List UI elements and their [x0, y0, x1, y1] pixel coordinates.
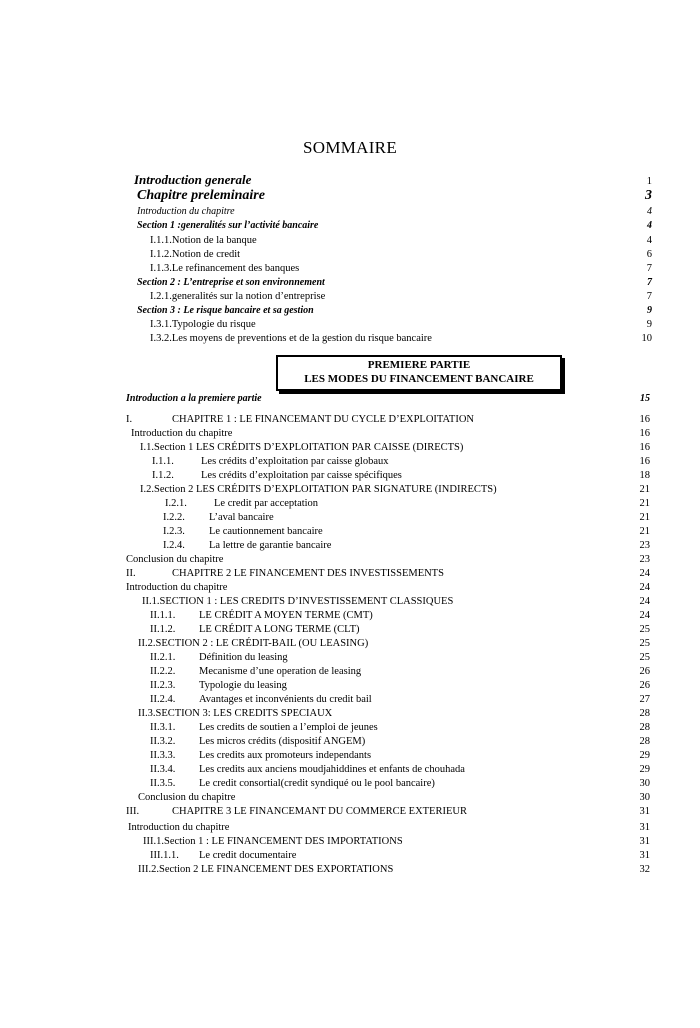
toc-entry-page: 9 [647, 305, 652, 316]
toc-entry-page: 4 [647, 220, 652, 231]
toc-entry-page: 7 [646, 291, 652, 302]
toc-entry-ii-1-2[interactable] [150, 624, 650, 637]
toc-entry-chapitre-2[interactable] [126, 568, 650, 581]
toc-entry-number: II.3.3. [150, 750, 176, 761]
toc-entry-label: I.1.2.Notion de credit [150, 249, 241, 260]
toc-entry-number: I.2.4. [163, 540, 185, 551]
toc-entry-label: Introduction a la premiere partie [126, 393, 262, 404]
toc-entry-page: 24 [639, 582, 650, 593]
toc-entry-page: 9 [646, 319, 652, 330]
toc-entry-label: Les credits de soutien a l’emploi de jeunes [199, 722, 378, 733]
toc-entry-page: 16 [639, 456, 650, 467]
toc-entry-label: II.2.SECTION 2 : LE CRÉDIT-BAIL (OU LEASING) [138, 638, 369, 649]
toc-entry-number: II.2.3. [150, 680, 176, 691]
toc-entry-label: Section 3 : Le risque bancaire et sa gestion [137, 305, 314, 316]
toc-entry-label: Introduction du chapitre [126, 582, 228, 593]
toc-entry-section-2[interactable] [137, 277, 652, 290]
toc-entry-label: L’aval bancaire [209, 512, 274, 523]
toc-entry-number: II.2.2. [150, 666, 176, 677]
toc-entry-label: LE CRÉDIT A MOYEN TERME (CMT) [199, 610, 373, 621]
toc-entry-page: 26 [639, 680, 650, 691]
toc-entry-number: II.3.2. [150, 736, 176, 747]
toc-entry-page: 24 [639, 596, 650, 607]
toc-entry-number: I.2.2. [163, 512, 185, 523]
toc-entry-page: 21 [639, 512, 650, 523]
toc-entry-page: 28 [639, 722, 650, 733]
toc-entry-page: 7 [647, 277, 652, 288]
toc-entry-number: III.1.1. [150, 850, 179, 861]
toc-entry-page: 31 [639, 822, 650, 833]
toc-entry-ii-2-section-2[interactable] [138, 638, 650, 651]
toc-entry-page: 21 [639, 498, 650, 509]
toc-entry-label: Le credit par acceptation [214, 498, 319, 509]
toc-entry-conclusion-1[interactable] [126, 554, 650, 567]
toc-entry-chapitre-3[interactable] [126, 806, 650, 819]
toc-entry-page: 30 [639, 778, 650, 789]
toc-entry-i-2-1[interactable] [150, 291, 652, 304]
toc-entry-page: 32 [639, 864, 650, 875]
toc-entry-label: I.1.3.Le refinancement des banques [150, 263, 300, 274]
toc-entry-label: CHAPITRE 3 LE FINANCEMANT DU COMMERCE EXTERIEUR [172, 806, 467, 817]
toc-entry-i-1-1[interactable] [150, 235, 652, 248]
toc-entry-number: I.1.1. [152, 456, 174, 467]
toc-entry-i-2-2[interactable] [163, 512, 650, 525]
toc-entry-ii-3-section-3[interactable] [138, 708, 650, 721]
toc-entry-i-2-section-2[interactable] [140, 484, 650, 497]
toc-entry-ii-3-5[interactable] [150, 778, 650, 791]
toc-entry-ii-1-1[interactable] [150, 610, 650, 623]
toc-entry-label: I.2.Section 2 LES CRÉDITS D’EXPLOITATION PAR SIGNATURE (INDIRECTS) [140, 484, 497, 495]
toc-entry-page: 24 [639, 568, 650, 579]
toc-entry-label: II.3.SECTION 3: LES CREDITS SPECIAUX [138, 708, 333, 719]
toc-entry-ii-3-4[interactable] [150, 764, 650, 777]
toc-entry-section-3[interactable] [137, 305, 652, 318]
toc-entry-page: 29 [639, 764, 650, 775]
toc-entry-page: 25 [639, 624, 650, 635]
toc-entry-intro-premiere-partie[interactable] [126, 393, 650, 406]
toc-entry-label: LE CRÉDIT A LONG TERME (CLT) [199, 624, 360, 635]
toc-entry-page: 6 [646, 249, 652, 260]
toc-entry-page: 31 [639, 836, 650, 847]
toc-entry-number: I.2.3. [163, 526, 185, 537]
toc-entry-label: Mecanisme d’une operation de leasing [199, 666, 362, 677]
toc-entry-page: 29 [639, 750, 650, 761]
toc-entry-number: II.2.4. [150, 694, 176, 705]
toc-entry-number: II.1.1. [150, 610, 176, 621]
toc-entry-intro-chapitre-1[interactable] [131, 428, 650, 441]
toc-entry-page: 24 [639, 610, 650, 621]
toc-entry-label: I.3.2.Les moyens de preventions et de la gestion du risque bancaire [150, 333, 432, 344]
toc-entry-label: Les crédits d’exploitation par caisse globaux [201, 456, 389, 467]
toc-entry-page: 28 [639, 708, 650, 719]
toc-entry-page: 16 [639, 442, 650, 453]
toc-entry-page: 21 [639, 484, 650, 495]
toc-entry-label: La lettre de garantie bancaire [209, 540, 332, 551]
part-title-box [276, 355, 562, 391]
toc-entry-number: I.2.1. [165, 498, 187, 509]
toc-entry-chapitre-preleminaire[interactable] [137, 188, 652, 205]
toc-entry-page: 16 [639, 414, 650, 425]
toc-entry-i-2-4[interactable] [163, 540, 650, 553]
toc-entry-label: Conclusion du chapitre [126, 554, 224, 565]
toc-entry-intro-chapitre-3[interactable] [128, 822, 650, 835]
toc-entry-label: CHAPITRE 2 LE FINANCEMENT DES INVESTISSEMENTS [172, 568, 444, 579]
toc-entry-label: Le cautionnement bancaire [209, 526, 323, 537]
toc-entry-number: II.2.1. [150, 652, 176, 663]
toc-entry-page: 30 [639, 792, 650, 803]
toc-entry-ii-2-2[interactable] [150, 666, 650, 679]
toc-entry-label: II.1.SECTION 1 : LES CREDITS D’INVESTISSEMENT CLASSIQUES [142, 596, 454, 607]
toc-entry-label: Introduction du chapitre [128, 822, 230, 833]
toc-entry-ii-1-section-1[interactable] [142, 596, 650, 609]
toc-entry-i-1-section-1[interactable] [140, 442, 650, 455]
toc-entry-i-2-3[interactable] [163, 526, 650, 539]
toc-entry-label: III.2.Section 2 LE FINANCEMENT DES EXPORTATIONS [138, 864, 394, 875]
toc-entry-page: 1 [646, 176, 652, 187]
toc-entry-iii-1-section-1[interactable] [143, 836, 650, 849]
toc-entry-i-3-1[interactable] [150, 319, 652, 332]
toc-entry-i-1-2[interactable] [150, 249, 652, 262]
toc-entry-label: Introduction generale [134, 172, 252, 187]
toc-entry-page: 15 [640, 393, 650, 404]
toc-entry-iii-2-section-2[interactable] [138, 864, 650, 877]
toc-entry-ii-2-4[interactable] [150, 694, 650, 707]
toc-entry-page: 3 [645, 188, 652, 203]
toc-entry-number: III. [126, 806, 140, 817]
toc-entry-number: I. [126, 414, 133, 425]
part-title-line1: PREMIERE PARTIE [367, 359, 471, 371]
toc-entry-page: 25 [639, 638, 650, 649]
toc-entry-page: 27 [639, 694, 650, 705]
toc-entry-page: 26 [639, 666, 650, 677]
toc-entry-i-1-1b[interactable] [152, 456, 650, 469]
toc-entry-intro-chapitre[interactable] [137, 206, 652, 219]
toc-entry-label: Le credit consortial(credit syndiqué ou le pool bancaire) [199, 778, 435, 789]
toc-entry-page: 25 [639, 652, 650, 663]
toc-entry-ii-3-3[interactable] [150, 750, 650, 763]
page-title: SOMMAIRE [302, 138, 398, 157]
toc-entry-page: 4 [647, 206, 652, 217]
toc-entry-conclusion-2[interactable] [138, 792, 650, 805]
toc-entry-page: 23 [639, 540, 650, 551]
toc-entry-ii-2-3[interactable] [150, 680, 650, 693]
toc-entry-label: Section 2 : L’entreprise et son environnement [137, 277, 325, 288]
toc-entry-number: II.3.1. [150, 722, 176, 733]
toc-entry-label: Chapitre preleminaire [137, 188, 265, 203]
toc-entry-label: Typologie du leasing [199, 680, 287, 691]
toc-entry-intro-generale[interactable] [134, 172, 652, 188]
toc-entry-label: Conclusion du chapitre [138, 792, 236, 803]
toc-entry-label: Les micros crédits (dispositif ANGEM) [199, 736, 366, 747]
toc-entry-number: II. [126, 568, 136, 579]
toc-entry-page: 21 [639, 526, 650, 537]
toc-entry-i-2-1b[interactable] [165, 498, 650, 511]
toc-entry-page: 4 [646, 235, 652, 246]
toc-entry-i-1-3[interactable] [150, 263, 652, 276]
toc-entry-label: I.2.1.generalités sur la notion d’entreprise [150, 291, 326, 302]
toc-entry-ii-3-1[interactable] [150, 722, 650, 735]
toc-entry-number: II.3.5. [150, 778, 176, 789]
toc-entry-label: I.1.Section 1 LES CRÉDITS D’EXPLOITATION PAR CAISSE (DIRECTS) [140, 442, 464, 453]
toc-entry-page: 31 [639, 850, 650, 861]
toc-entry-i-3-2[interactable] [150, 333, 652, 346]
toc-entry-page: 31 [639, 806, 650, 817]
toc-entry-label: Le credit documentaire [199, 850, 297, 861]
toc-entry-label: Les crédits d’exploitation par caisse spécifiques [201, 470, 402, 481]
toc-entry-section-1[interactable] [137, 220, 652, 233]
toc-entry-i-1-2b[interactable] [152, 470, 650, 483]
toc-entry-label: Les credits aux promoteurs independants [199, 750, 372, 761]
toc-entry-iii-1-1[interactable] [150, 850, 650, 863]
toc-entry-ii-3-2[interactable] [150, 736, 650, 749]
toc-entry-label: I.3.1.Typologie du risque [150, 319, 256, 330]
toc-entry-page: 16 [639, 428, 650, 439]
toc-entry-page: 18 [639, 470, 650, 481]
toc-entry-label: Avantages et inconvénients du credit bail [199, 694, 372, 705]
part-title-line2: LES MODES DU FINANCEMENT BANCAIRE [304, 373, 534, 385]
toc-entry-ii-2-1[interactable] [150, 652, 650, 665]
toc-entry-label: CHAPITRE 1 : LE FINANCEMANT DU CYCLE D’EXPLOITATION [172, 414, 474, 425]
toc-entry-number: II.3.4. [150, 764, 176, 775]
toc-entry-label: Section 1 :generalités sur l’activité bancaire [137, 220, 319, 231]
toc-entry-page: 28 [639, 736, 650, 747]
toc-entry-label: Définition du leasing [199, 652, 288, 663]
toc-entry-chapitre-1[interactable] [126, 414, 650, 427]
toc-entry-page: 23 [639, 554, 650, 565]
toc-entry-page: 10 [641, 333, 652, 344]
toc-entry-number: II.1.2. [150, 624, 176, 635]
toc-entry-label: I.1.1.Notion de la banque [150, 235, 257, 246]
toc-entry-label: Introduction du chapitre [137, 206, 235, 217]
toc-entry-label: Introduction du chapitre [131, 428, 233, 439]
toc-entry-label: Les credits aux anciens moudjahiddines et enfants de chouhada [199, 764, 465, 775]
toc-entry-number: I.1.2. [152, 470, 174, 481]
toc-entry-label: III.1.Section 1 : LE FINANCEMENT DES IMPORTATIONS [143, 836, 403, 847]
toc-entry-page: 7 [646, 263, 652, 274]
toc-entry-intro-chapitre-2[interactable] [126, 582, 650, 595]
